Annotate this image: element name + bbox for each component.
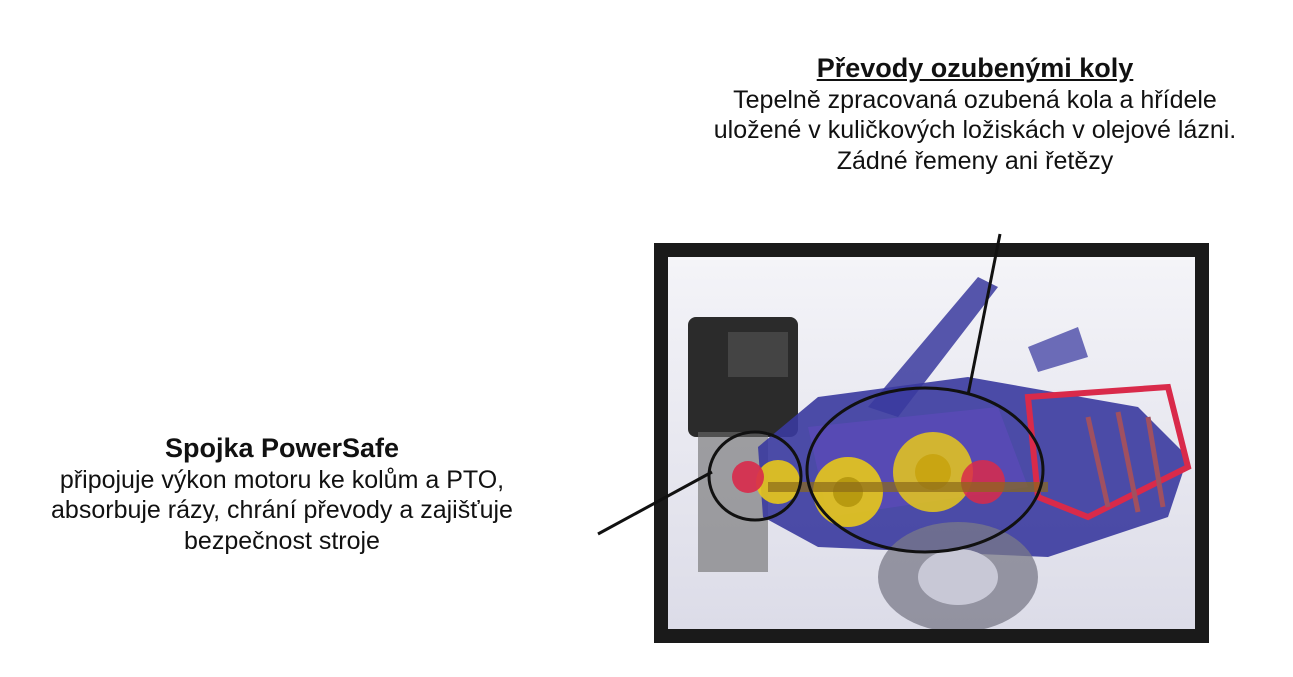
gear-transmission-text-line: Tepelně zpracovaná ozubená kola a hřídele — [733, 85, 1217, 114]
powersafe-clutch-text-line: připojuje výkon motoru ke kolům a PTO, — [59, 465, 505, 494]
clutch-callout-pointer — [598, 472, 712, 534]
clutch-highlight-ellipse — [709, 432, 801, 520]
gear-transmission-title: Převody ozubenými koly — [816, 53, 1134, 83]
gearbox-highlight-ellipse — [807, 388, 1043, 552]
gear-transmission-text-line: uložené v kuličkových ložiskách v olejové lázni. — [713, 116, 1237, 145]
powersafe-clutch-text-line: bezpečnost stroje — [184, 526, 380, 555]
gear-transmission-text-line: Zádné řemeny ani řetězy — [836, 146, 1114, 175]
powersafe-clutch-text-line: absorbuje rázy, chrání převody a zajišťuje — [51, 496, 513, 525]
gear-callout-pointer — [968, 234, 1000, 395]
powersafe-clutch-title: Spojka PowerSafe — [164, 433, 400, 463]
